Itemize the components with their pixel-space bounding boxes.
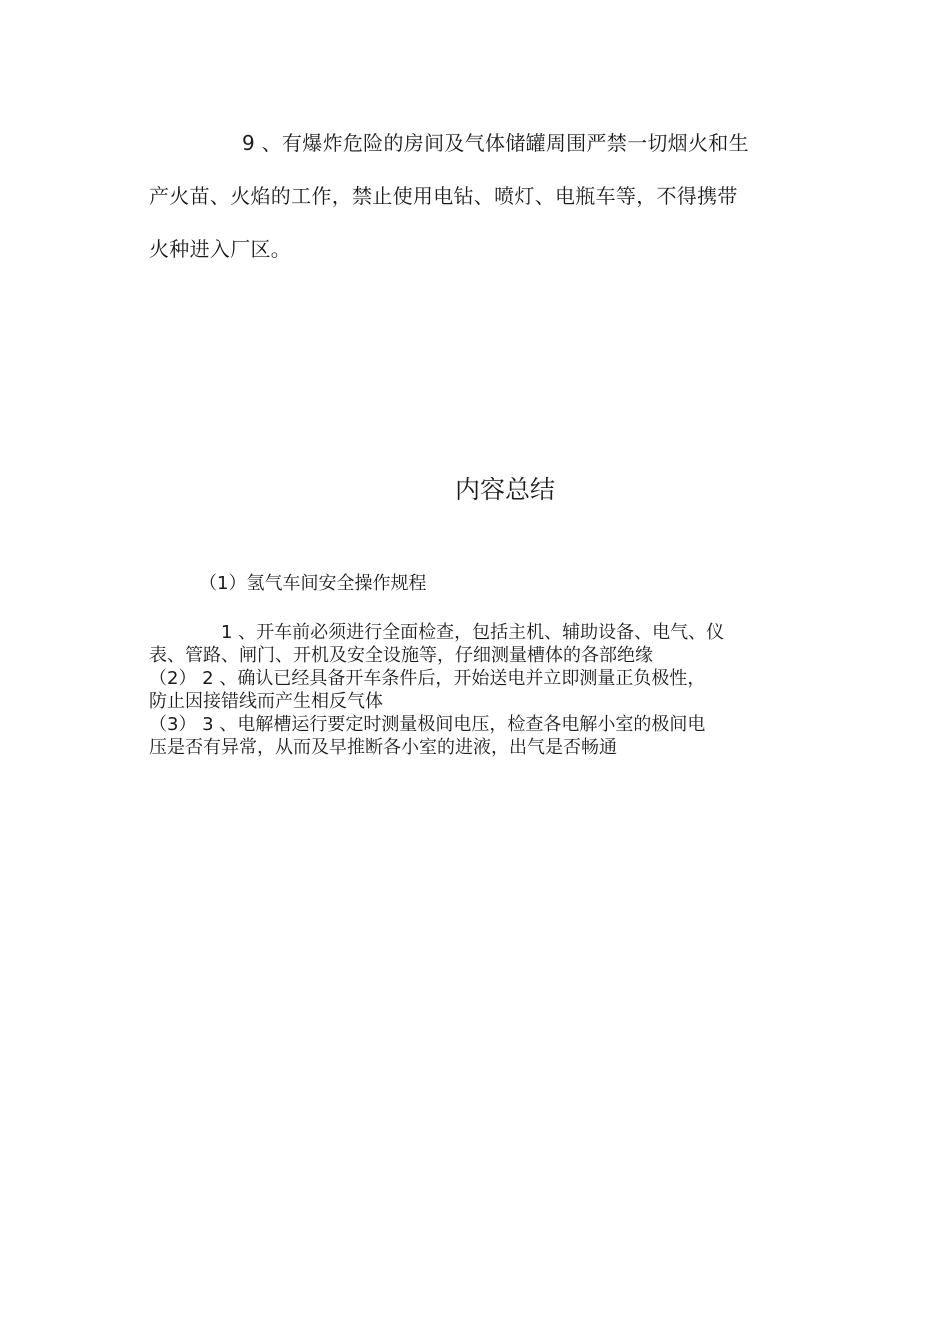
item-line: 防止因接错线而产生相反气体 <box>149 691 383 712</box>
section-heading: （1）氢气车间安全操作规程 <box>199 573 427 594</box>
summary-title: 内容总结 <box>454 475 555 504</box>
item-line: （2） 2 、确认已经具备开车条件后，开始送电并立即测量正负极性， <box>149 668 706 689</box>
paragraph-line: 9 、有爆炸危险的房间及气体储罐周围严禁一切烟火和生 <box>242 131 749 155</box>
paragraph-9 <box>149 117 801 276</box>
item-line: 压是否有异常，从而及早推断各小室的进液，出气是否畅通 <box>149 737 617 758</box>
item-line: 表、管路、闸门、开机及安全设施等，仔细测量槽体的各部绝缘 <box>149 645 653 666</box>
item-line: 1 、开车前必须进行全面检查，包括主机、辅助设备、电气、仪 <box>221 622 725 643</box>
paragraph-line: 产火苗、火焰的工作，禁止使用电钻、喷灯、电瓶车等，不得携带 <box>149 184 738 208</box>
item-line: （3） 3 、电解槽运行要定时测量极间电压，检查各电解小室的极间电 <box>149 714 706 735</box>
paragraph-line: 火种进入厂区。 <box>149 237 292 261</box>
summary-items <box>149 621 809 759</box>
